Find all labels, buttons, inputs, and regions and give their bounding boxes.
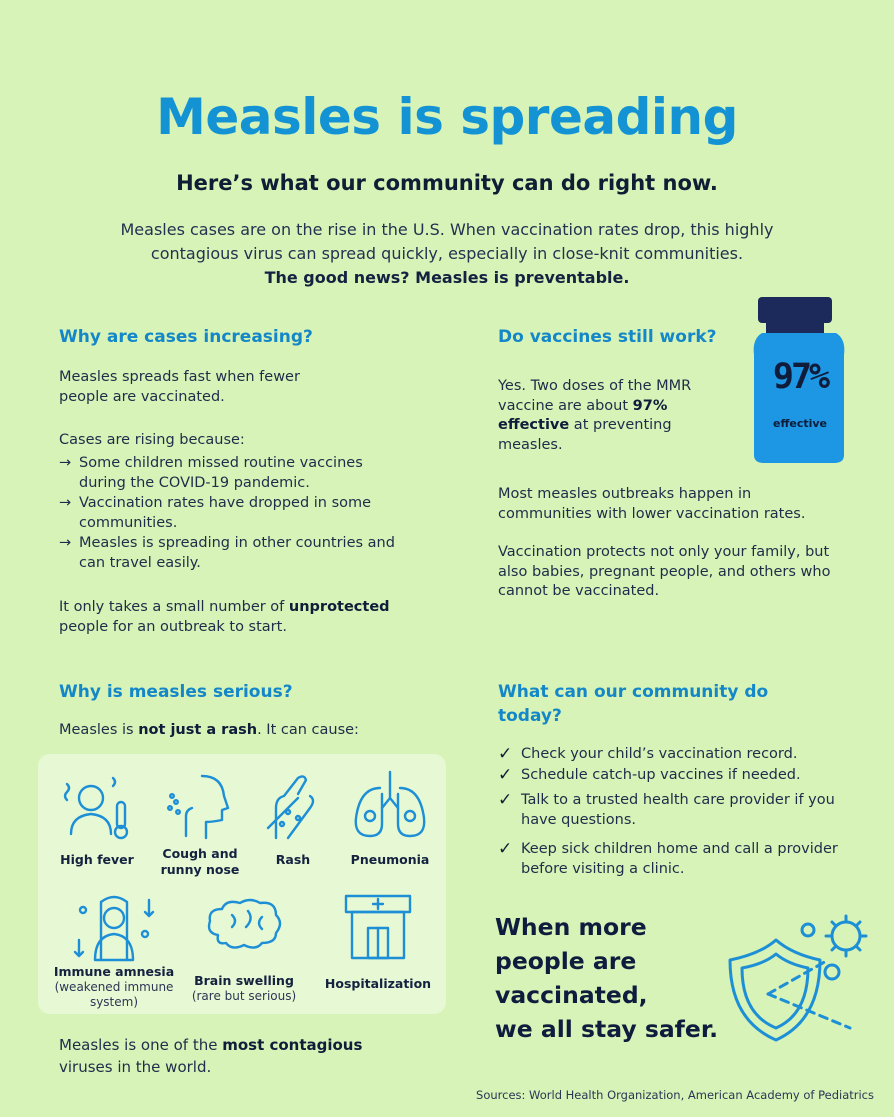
tagline-line: vaccinated, (495, 981, 648, 1009)
intro-text (60, 218, 834, 290)
action-item (498, 791, 838, 830)
rash-icon (258, 768, 328, 844)
immune-icon (71, 890, 157, 962)
intro-line-2: contagious virus can spread quickly, especially in close-knit communities. (150, 244, 744, 263)
icon-cell-brain (182, 895, 306, 1004)
footer-before: Measles is one of the (59, 1036, 223, 1054)
action-item (498, 745, 838, 765)
reason-item: → Some children missed routine vaccines during the COVID-19 pandemic. (59, 454, 409, 493)
tagline-line: people are (495, 947, 637, 975)
shield-graphic (720, 910, 870, 1050)
shield-icon (720, 910, 870, 1050)
vaccines-work-p3: Vaccination protects not only your family, but also babies, pregnant people, and others who cannot be vaccinated. (498, 544, 831, 599)
tagline-line: we all stay safer. (495, 1015, 719, 1043)
icon-sub: (rare but serious) (191, 989, 297, 1003)
intro-line-1: Measles cases are on the rise in the U.S. When vaccination rates drop, this highly (120, 220, 774, 239)
action-text: Schedule catch-up vaccines if needed. (521, 766, 801, 783)
serious-heading: Why is measles serious? (59, 682, 293, 702)
why-increasing-p1: Measles spreads fast when fewer people are vaccinated. (59, 369, 300, 405)
icon-label: Hospitalization (324, 976, 432, 991)
icon-label: High fever (60, 852, 134, 867)
icon-sub: (weakened immune system) (54, 980, 174, 1009)
serious-intro (59, 721, 419, 741)
intro-bold: The good news? Measles is preventable. (264, 268, 630, 287)
check-icon: ✓ (498, 790, 513, 810)
why-increasing-heading: Why are cases increasing? (59, 327, 313, 347)
p3-before: It only takes a small number of (59, 599, 289, 615)
serious-intro-before: Measles is (59, 722, 139, 738)
actions-list (498, 745, 838, 879)
icon-label: Cough and runny nose (160, 846, 240, 877)
icon-label: Immune amnesia (53, 964, 175, 979)
reasons-list (59, 454, 409, 574)
action-item (498, 766, 838, 786)
vaccines-work-heading: Do vaccines still work? (498, 327, 717, 347)
vaccine-bottle (752, 295, 848, 465)
bottle-number: 97% (772, 357, 828, 397)
bottle-caption: effective (772, 417, 827, 430)
reason-item: → Measles is spreading in other countries and can travel easily. (59, 534, 409, 573)
icon-cell-immune (50, 890, 178, 1010)
check-icon: ✓ (498, 744, 513, 764)
action-text: Keep sick children home and call a provider before visiting a clinic. (521, 841, 838, 877)
reason-item: → Vaccination rates have dropped in some communities. (59, 494, 409, 533)
p3-after: people for an outbreak to start. (59, 618, 287, 635)
footer-bold: most contagious (222, 1036, 363, 1054)
page-subtitle: Here’s what our community can do right now. (176, 171, 718, 195)
check-icon: ✓ (498, 764, 513, 785)
serious-footer (59, 1034, 399, 1078)
why-increasing-p2: Cases are rising because: (59, 432, 245, 448)
vw-p1-bold: 97% effective (498, 397, 668, 433)
cough-icon (162, 768, 238, 844)
brain-icon (202, 895, 286, 959)
tagline-line: When more (495, 913, 647, 941)
p3-bold: unprotected (288, 599, 390, 615)
icon-label: Brain swelling (194, 973, 294, 988)
action-text: Check your child’s vaccination record. (521, 746, 798, 762)
community-heading: What can our community do today? (498, 682, 769, 726)
icon-label: Pneumonia (350, 852, 430, 867)
serious-intro-after: . It can cause: (257, 722, 359, 738)
serious-intro-bold: not just a rash (138, 722, 258, 738)
hospital-icon (342, 890, 414, 962)
lungs-icon (350, 768, 430, 844)
tagline (495, 910, 755, 1046)
action-text: Talk to a trusted health care provider if you have questions. (521, 792, 835, 828)
check-icon: ✓ (498, 839, 513, 859)
footer-after: viruses in the world. (59, 1058, 212, 1076)
vaccines-work-p2: Most measles outbreaks happen in communities with lower vaccination rates. (498, 486, 806, 522)
icon-cell-rash (250, 768, 336, 868)
vw-p1-after: at preventing measles. (498, 417, 672, 453)
action-item (498, 840, 838, 879)
fever-icon (59, 768, 135, 844)
sources-text: Sources: World Health Organization, American Academy of Pediatrics (476, 1088, 874, 1102)
icon-cell-cough (155, 768, 245, 878)
icon-cell-hospital (322, 890, 434, 992)
why-increasing-p3 (59, 598, 429, 637)
vaccines-work-p1 (498, 377, 708, 455)
icon-label: Rash (275, 852, 311, 867)
icon-cell-pneumonia (342, 768, 438, 868)
vw-p1-before: Yes. Two doses of the MMR vaccine are about (498, 378, 692, 414)
icon-cell-fever (52, 768, 142, 868)
page-title: Measles is spreading (156, 88, 738, 146)
